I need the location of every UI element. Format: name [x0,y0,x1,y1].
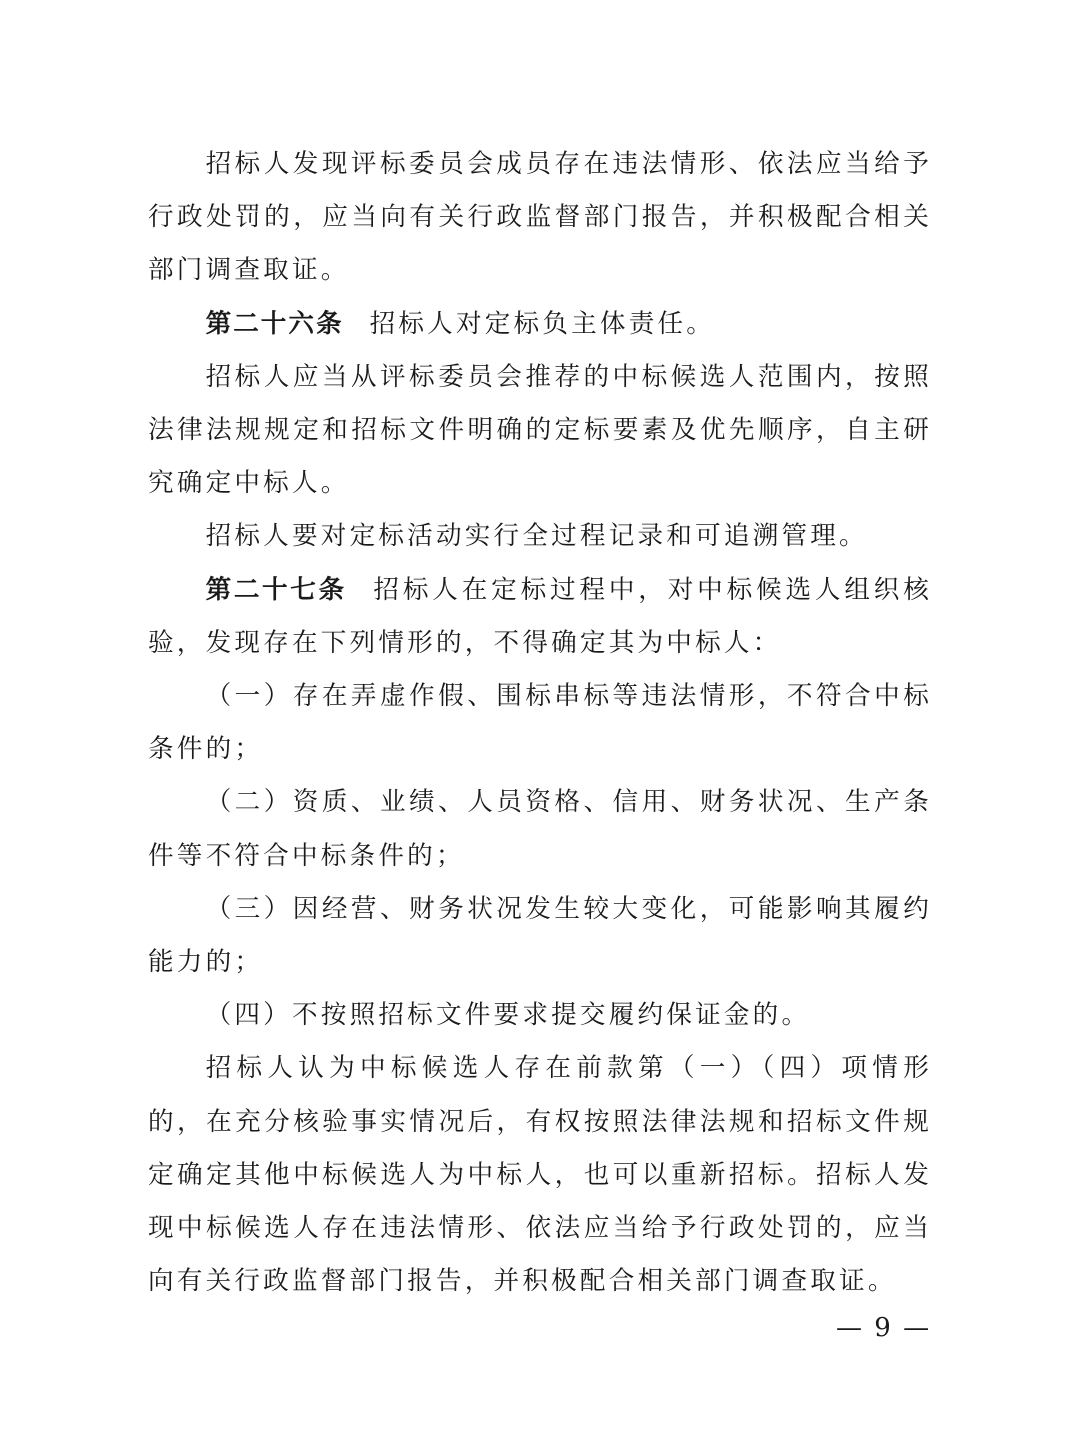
list-item-4: （四）不按照招标文件要求提交履约保证金的。 [205,1000,811,1031]
paragraph-rebid-rights: 招标人认为中标候选人存在前款第（一）（四）项情形的，在充分核验事实情况后，有权按照法律法规和招标文件规定确定其他中标候选人为中标人，也可以重新招标。招标人发现中标候选人存在违法情形、依法应当给予行政处罚的，应当向有关行政监督部门报告，并积极配合相关部门调查取证。 [148,1053,932,1297]
article-number: 第二十六条 [205,308,344,339]
page-number: — 9 — [836,1313,932,1343]
article-number: 第二十七条 [205,574,347,605]
article-27-heading [148,564,932,670]
article-26-heading [148,298,932,351]
paragraph-evaluator-violation: 招标人发现评标委员会成员存在违法情形、依法应当给予行政处罚的，应当向有关行政监督部门报告，并积极配合相关部门调查取证。 [148,149,932,286]
list-item-2: （二）资质、业绩、人员资格、信用、财务状况、生产条件等不符合中标条件的； [148,787,932,871]
paragraph-record-management: 招标人要对定标活动实行全过程记录和可追溯管理。 [205,521,868,552]
list-item-1: （一）存在弄虚作假、围标串标等违法情形，不符合中标条件的； [148,681,932,765]
article-text: 招标人对定标负主体责任。 [369,308,716,339]
document-body [148,138,932,1308]
list-item-3: （三）因经营、财务状况发生较大变化，可能影响其履约能力的； [148,893,932,978]
paragraph-determine-winner: 招标人应当从评标委员会推荐的中标候选人范围内，按照法律法规规定和招标文件明确的定标要素及优先顺序，自主研究确定中标人。 [148,361,932,499]
article-text: 招标人在定标过程中，对中标候选人组织核验，发现存在下列情形的，不得确定其为中标人： [148,574,932,658]
